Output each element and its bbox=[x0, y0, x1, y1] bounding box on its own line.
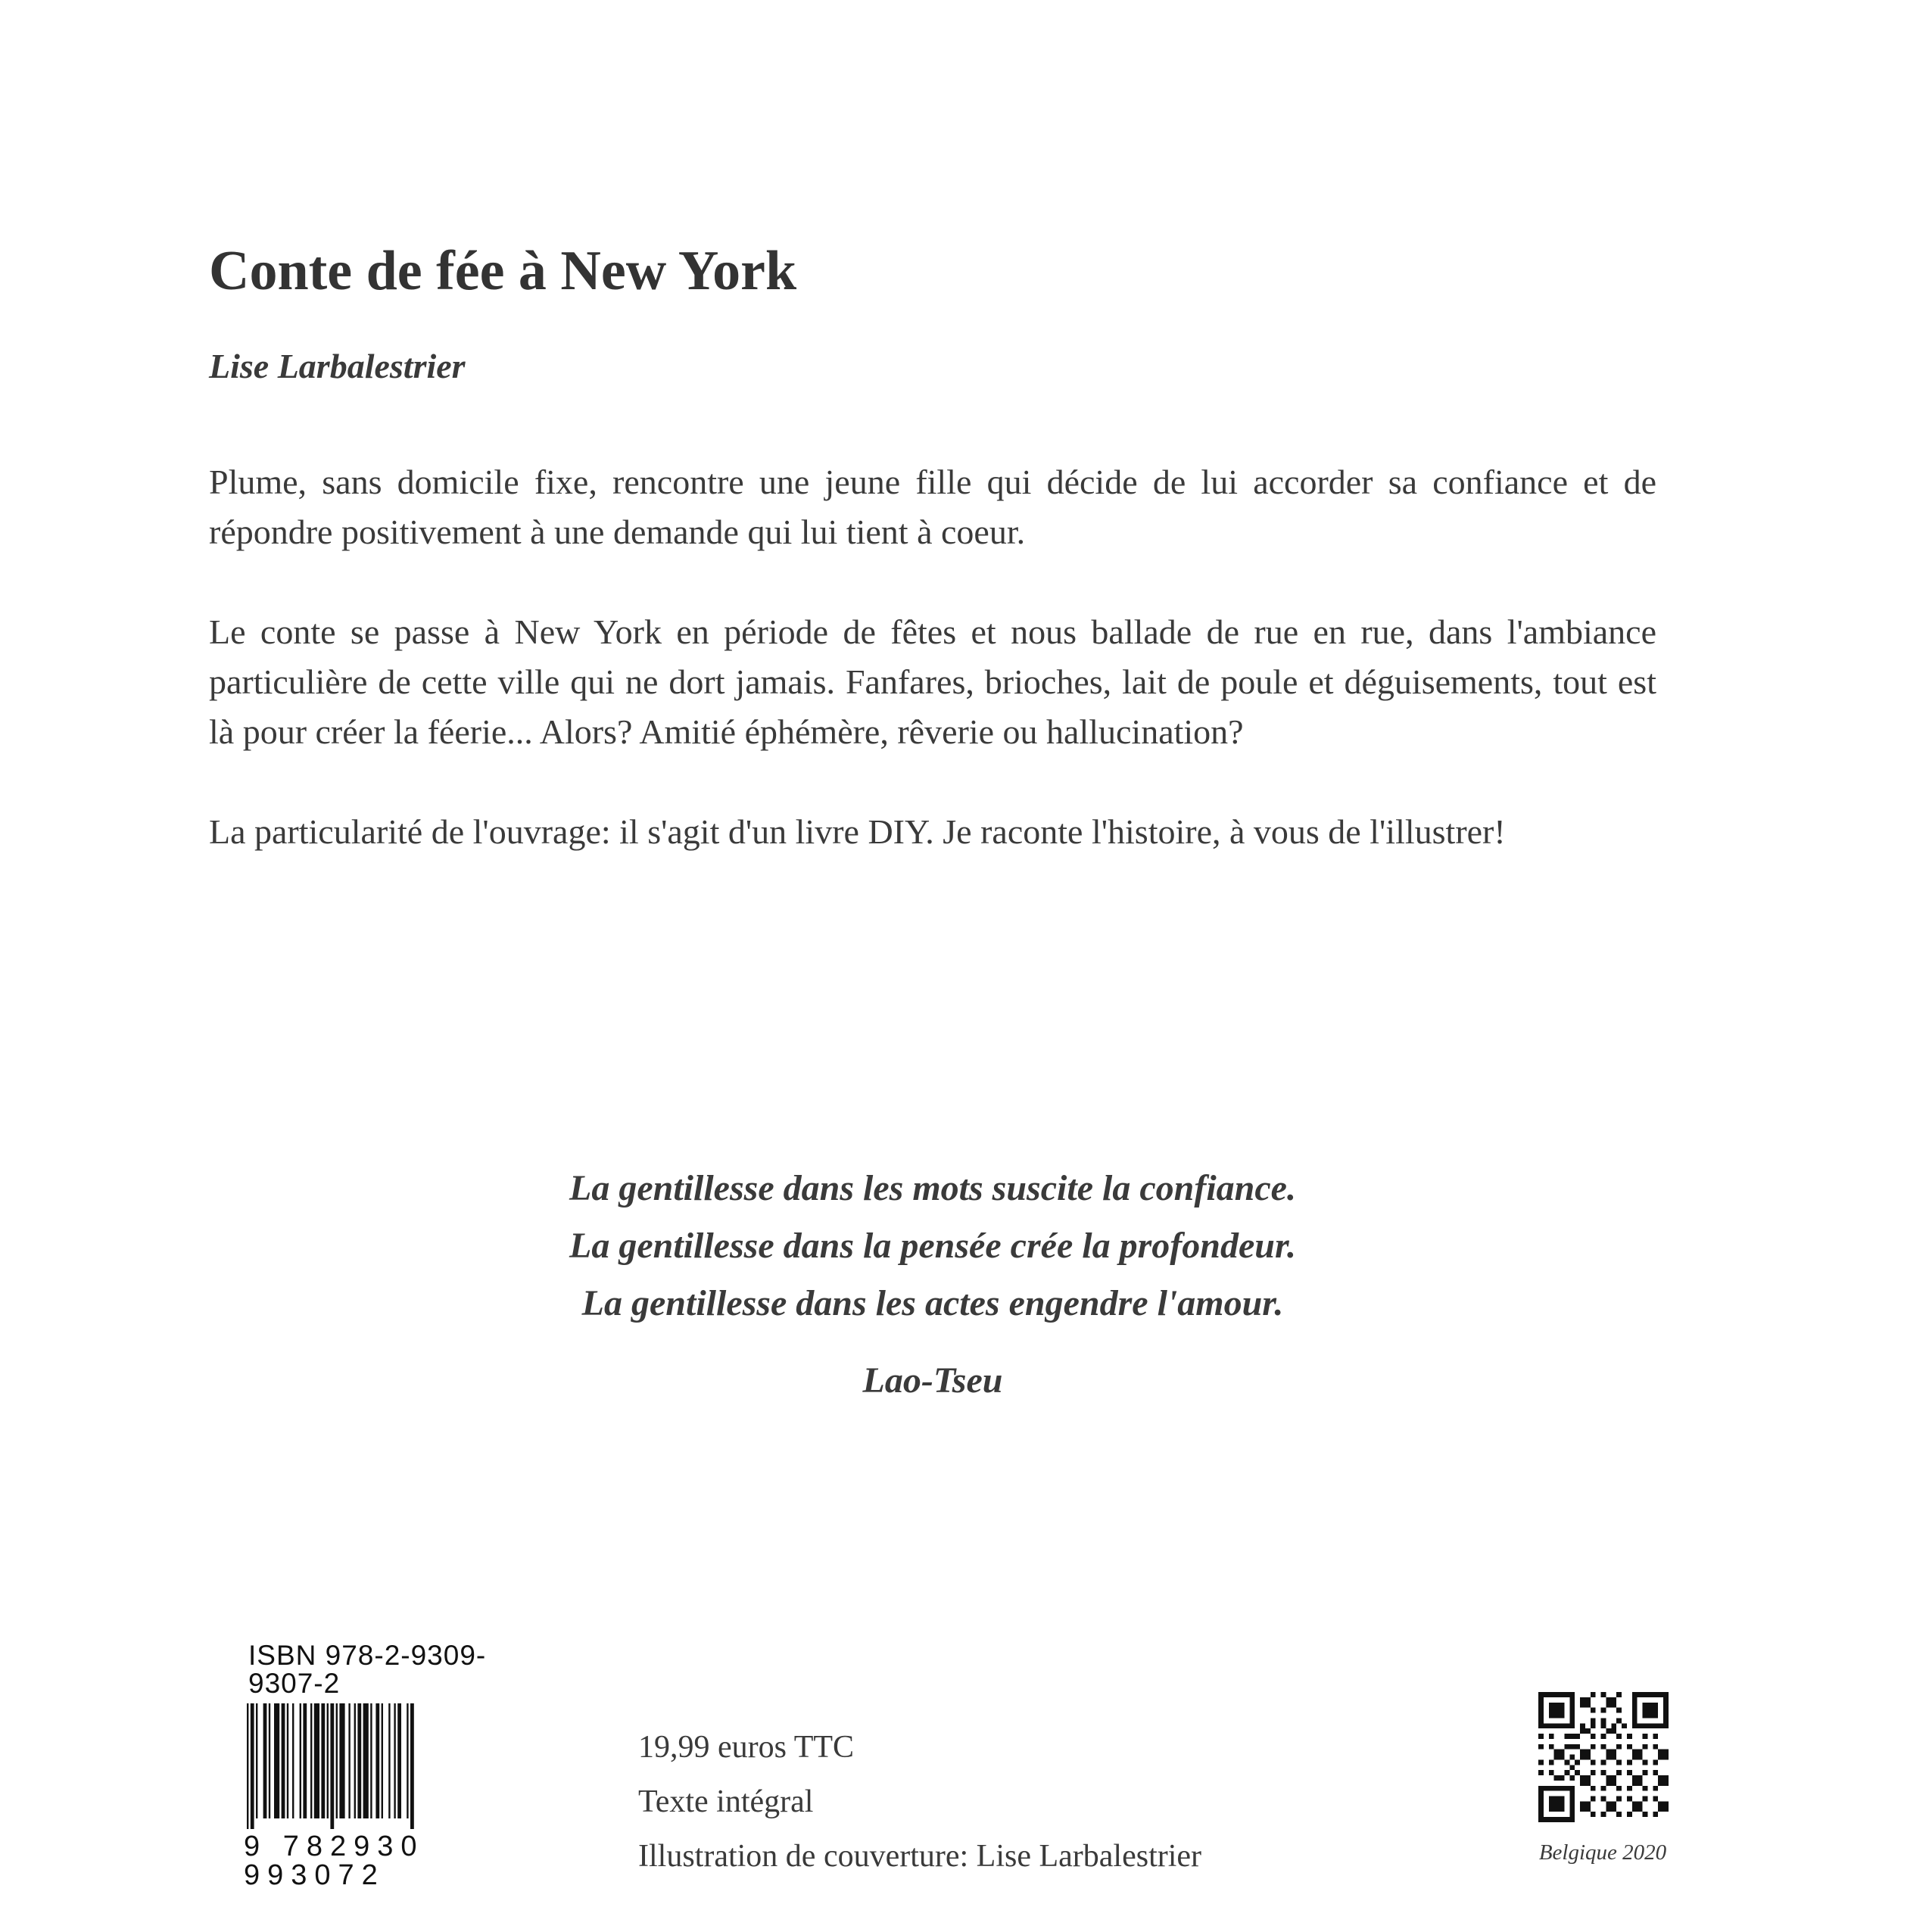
country-year: Belgique 2020 bbox=[1538, 1840, 1667, 1865]
ean-digits: 9 782930 993072 bbox=[244, 1831, 425, 1891]
quote-author: Lao-Tseu bbox=[862, 1360, 1003, 1401]
book-title: Conte de fée à New York bbox=[209, 240, 797, 302]
qr-code-icon bbox=[1538, 1692, 1669, 1822]
quote-line: La gentillesse dans les actes engendre l'amour. bbox=[581, 1283, 1284, 1323]
quote-block bbox=[0, 1160, 1865, 1410]
barcode-icon bbox=[244, 1703, 531, 1829]
book-info bbox=[638, 1720, 1201, 1884]
isbn-label: ISBN 978-2-9309-9307-2 bbox=[248, 1640, 487, 1699]
edition-note: Texte intégral bbox=[638, 1784, 814, 1819]
summary-paragraph: Le conte se passe à New York en période de fêtes et nous ballade de rue en rue, dans l'ambiance particulière de cette ville qui ne dort jamais. Fanfares, brioches, lait de poule et déguisements, tout est là pour créer la féerie... Alors? Amitié éphémère, rêverie ou hallucination? bbox=[209, 612, 1656, 751]
book-author: Lise Larbalestrier bbox=[209, 347, 466, 385]
summary-paragraph: La particularité de l'ouvrage: il s'agit d'un livre DIY. Je raconte l'histoire, à vous de l'illustrer! bbox=[209, 812, 1506, 851]
quote-line: La gentillesse dans les mots suscite la confiance. bbox=[569, 1168, 1296, 1208]
summary-paragraph: Plume, sans domicile fixe, rencontre une jeune fille qui décide de lui accorder sa confiance et de répondre positivement à une demande qui lui tient à coeur. bbox=[209, 463, 1656, 551]
cover-credit: Illustration de couverture: Lise Larbalestrier bbox=[638, 1839, 1202, 1874]
price: 19,99 euros TTC bbox=[638, 1730, 855, 1765]
isbn-barcode-block bbox=[244, 1641, 536, 1890]
back-cover-summary bbox=[209, 457, 1656, 907]
quote-line: La gentillesse dans la pensée crée la profondeur. bbox=[569, 1226, 1296, 1266]
